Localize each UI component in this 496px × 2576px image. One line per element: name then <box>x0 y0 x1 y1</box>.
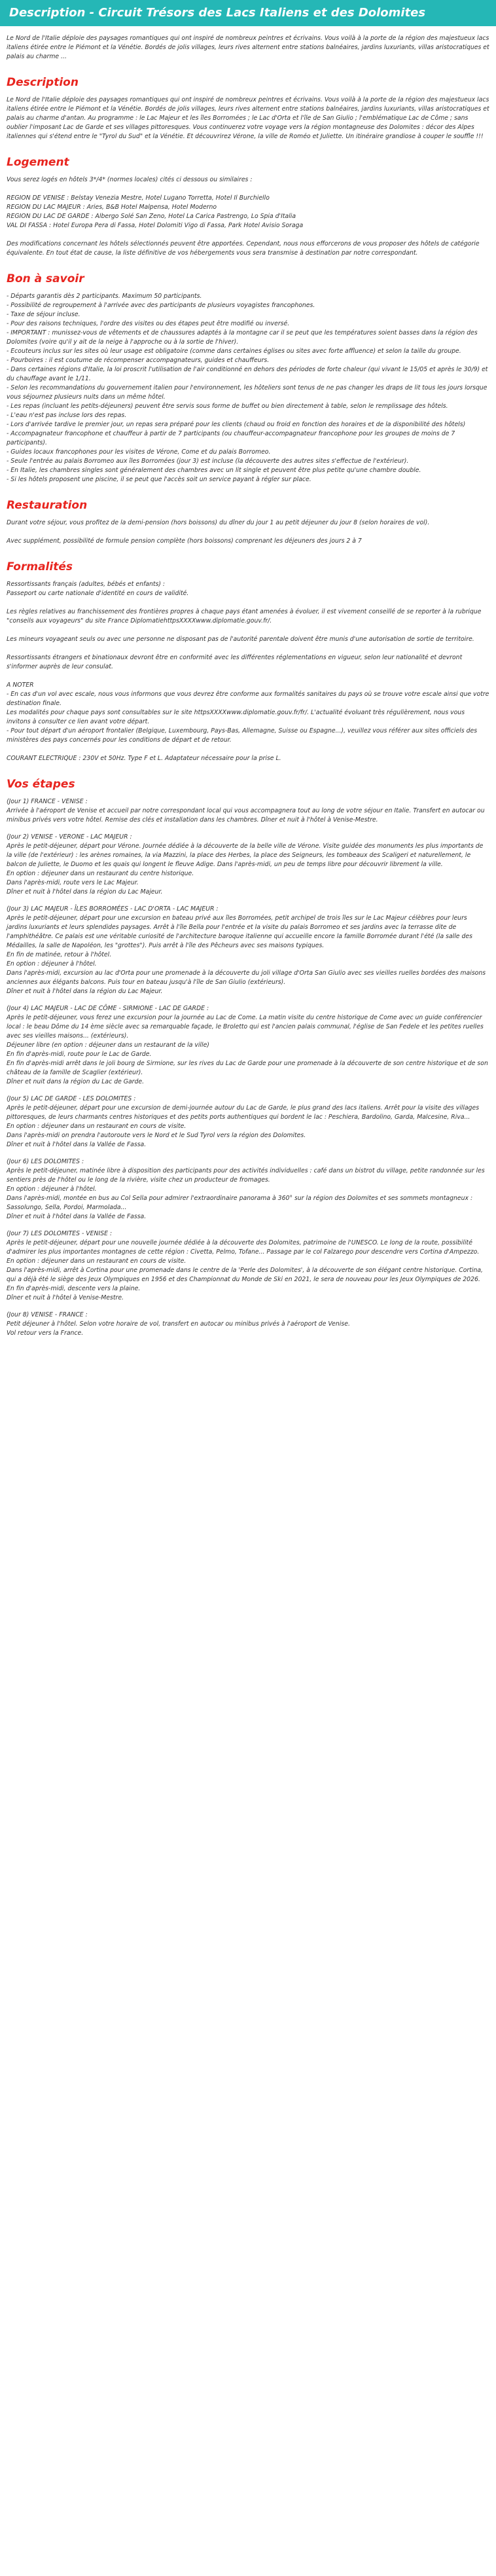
content-area <box>0 26 496 1338</box>
day-heading: (Jour 8) VENISE - FRANCE : <box>7 1311 88 1318</box>
day-block <box>7 1095 489 1150</box>
section-title-logement: Logement <box>7 156 69 169</box>
logement-line: REGION DU LAC MAJEUR : Aries, B&B Hotel Malpensa, Hotel Moderno <box>7 204 217 211</box>
description-text: Le Nord de l'Italie déploie des paysages romantiques qui ont inspiré de nombreux peintres et écrivains. Vous voilà à la porte de la région des majestueux lacs italiens étirée entre le Piémont et la Vénétie. Bordés de jolis villages, leurs rives alternent entre stations balnéaires, jardins luxuriants, villas aristocratiques et palais au charme d'antan. Au programme : le Lac Majeur et les îles Borromées ; le Lac d'Orta et l'île de San Giulio ; l'emblématique Lac de Côme ; sans oublier l'imposant Lac de Garde et ses villages pittoresques. Vous continuerez votre voyage vers la région montagneuse des Dolomites : décor des Alpes italiennes qui s'étend entre le "Tyrol du Sud" et la Vénétie. Et découvrirez Vérone, la ville de Roméo et Juliette. Un itinéraire grandiose à couper le souffle !!! <box>7 96 489 140</box>
bon-a-savoir-line: - IMPORTANT : munissez-vous de vêtements et de chaussures adaptés à la montagne car il se peut que les températures soient basses dans la région des Dolomites (voire qu'il y ait de la neige à l'approche ou à la sortie de l'hiver). <box>7 329 478 346</box>
day-line: En fin d'après-midi, route pour le Lac de Garde. <box>7 1051 152 1058</box>
bon-a-savoir-line: - Taxe de séjour incluse. <box>7 311 80 318</box>
bon-a-savoir-line: - Ecouteurs inclus sur les sites où leur usage est obligatoire (comme dans certaines églises ou sites avec forte affluence) et selon la taille du groupe. <box>7 348 461 355</box>
intro-text: Le Nord de l'Italie déploie des paysages romantiques qui ont inspiré de nombreux peintres et écrivains. Vous voilà à la porte de la région des majestueux lacs italiens étirée entre le Piémont et la Vénétie. Bordés de jolis villages, leurs rives alternent entre stations balnéaires, jardins luxuriants, villas aristocratiques et palais au charme ... <box>7 35 489 60</box>
day-line: En fin d'après-midi arrêt dans le joli bourg de Sirmione, sur les rives du Lac de Garde pour une promenade à la découverte de son centre historique et de son château de la famille de Scaglier (extérieur). <box>7 1060 488 1076</box>
day-heading: (Jour 3) LAC MAJEUR - ÎLES BORROMÉES - LAC D'ORTA - LAC MAJEUR : <box>7 905 219 913</box>
day-line: En option : déjeuner à l'hôtel. <box>7 960 97 968</box>
spacer <box>7 230 489 240</box>
formalites-line: Les règles relatives au franchissement des frontières propres à chaque pays étant amenées à évoluer, il est vivement conseillé de se reporter à la rubrique "conseils aux voyageurs" du site France DiplomatiehttpsXXXXwww.diplomatie.gouv.fr/. <box>7 608 482 625</box>
formalites-block <box>7 580 489 763</box>
day-block <box>7 1004 489 1087</box>
logement-line: Vous serez logés en hôtels 3*/4* (normes locales) cités ci dessous ou similaires : <box>7 176 253 183</box>
bon-a-savoir-line: - Selon les recommandations du gouvernement italien pour l'environnement, les hôteliers sont tenus de ne pas changer les draps de lit tous les jours lorsque vous séjournez plusieurs nuits dans un même hôtel. <box>7 384 487 401</box>
formalites-line: Ressortissants étrangers et binationaux devront être en conformité avec les différentes réglementations en vigueur, selon leur nationalité et devront s'informer auprès de leur consulat. <box>7 654 463 670</box>
day-heading: (Jour 2) VENISE - VERONE - LAC MAJEUR : <box>7 833 132 841</box>
formalites-line: Les modalités pour chaque pays sont consultables sur le site httpsXXXXwww.diplomatie.gouv.fr/fr/. L'actualité évoluant très régulièrement, nous vous invitons à consulter ce lien avant votre départ. <box>7 709 465 725</box>
restauration-block <box>7 518 489 546</box>
bon-a-savoir-line: - Lors d'arrivée tardive le premier jour, un repas sera préparé pour les clients (chaud ou froid en fonction des horaires et de la disponibilité des hôtels) <box>7 421 466 428</box>
spacer <box>7 626 489 635</box>
spacer <box>7 672 489 681</box>
section-title-etapes: Vos étapes <box>7 778 75 791</box>
section-title-restauration: Restauration <box>7 499 88 512</box>
bon-a-savoir-line: - Si les hôtels proposent une piscine, il se peut que l'accès soit un service payant à régler sur place. <box>7 476 311 483</box>
page-header <box>0 0 496 26</box>
bon-a-savoir-line: - L'eau n'est pas incluse lors des repas. <box>7 412 127 419</box>
day-line: Après le petit-déjeuner, départ pour Vérone. Journée dédiée à la découverte de la belle ville de Vérone. Visite guidée des monuments les plus importants de la ville (de l'extérieur) : les arènes romaines, la via Mazzini, la place des Herbes, la place des Seigneurs, les tombeaux des Scaligeri et naturellement, le balcon de Juliette, le Duomo et les quais qui longent le fleuve Adige. Dans l'après-midi, un peu de temps libre pour découvrir librement la ville. <box>7 843 484 868</box>
day-line: Déjeuner libre (en option : déjeuner dans un restaurant de la ville) <box>7 1042 209 1049</box>
day-line: Dans l'après-midi, montée en bus au Col Sella pour admirer l'extraordinaire panorama à 360° sur la région des Dolomites et ses sommets montagneux : Sassolungo, Sella, Pordoi, Marmolada... <box>7 1195 473 1211</box>
day-line: En option : déjeuner dans un restaurant en cours de visite. <box>7 1123 186 1130</box>
day-block <box>7 1311 489 1338</box>
day-heading: (Jour 5) LAC DE GARDE - LES DOLOMITES : <box>7 1095 136 1102</box>
day-block <box>7 833 489 897</box>
day-block <box>7 797 489 825</box>
day-line: En option : déjeuner dans un restaurant en cours de visite. <box>7 1258 186 1265</box>
day-line: Après le petit-déjeuner, départ pour une excursion de demi-journée autour du Lac de Garde, le plus grand des lacs italiens. Arrêt pour la visite des villages pittoresques, de leurs charmants centres historiques et des petits ports authentiques qui bordent le lac : Peschiera, Bardolino, Garda, Malcesine, Riva... <box>7 1104 480 1121</box>
bon-a-savoir-line: - Pour des raisons techniques, l'ordre des visites ou des étapes peut être modifié ou inversé. <box>7 320 290 327</box>
day-line: Dîner et nuit à l'hôtel dans la région du Lac Majeur. <box>7 888 163 896</box>
formalites-line: COURANT ELECTRIQUE : 230V et 50Hz. Type F et L. Adaptateur nécessaire pour la prise L. <box>7 755 281 762</box>
spacer <box>7 185 489 194</box>
day-line: Dîner et nuit à l'hôtel à Venise-Mestre. <box>7 1294 124 1301</box>
day-heading: (Jour 6) LES DOLOMITES : <box>7 1158 84 1165</box>
day-line: En option : déjeuner à l'hôtel. <box>7 1186 97 1193</box>
day-line: En fin d'après-midi, descente vers la plaine. <box>7 1285 141 1292</box>
day-block <box>7 1229 489 1303</box>
day-line: Arrivée à l'aéroport de Venise et accueil par notre correspondant local qui vous accompagnera tout au long de votre séjour en Italie. Transfert en autocar ou minibus privés vers votre hôtel. Remise des clés et installation dans les chambres. Dîner et nuit à l'hôtel à Venise-Mestre. <box>7 807 485 824</box>
day-line: Après le petit-déjeuner, matinée libre à disposition des participants pour des activités individuelles : café dans un bistrot du village, petite randonnée sur les sentiers près de l'hôtel ou le long de la rivière, visite chez un producteur de fromages. <box>7 1167 485 1184</box>
logement-line: VAL DI FASSA : Hotel Europa Pera di Fassa, Hotel Dolomiti Vigo di Fassa, Park Hotel Avisio Soraga <box>7 222 304 229</box>
formalites-line: - Pour tout départ d'un aéroport frontalier (Belgique, Luxembourg, Pays-Bas, Allemagne, Suisse ou Espagne...), veuillez vous référer aux sites officiels des ministères des pays concernés pour les conditions de départ et de retour. <box>7 727 478 744</box>
bon-a-savoir-line: - Possibilité de regroupement à l'arrivée avec des participants de plusieurs voyagistes francophones. <box>7 302 315 309</box>
day-line: En option : déjeuner dans un restaurant du centre historique. <box>7 870 194 877</box>
spacer <box>7 644 489 653</box>
restauration-line: Avec supplément, possibilité de formule pension complète (hors boissons) comprenant les déjeuners des jours 2 à 7 <box>7 537 362 545</box>
day-heading: (Jour 1) FRANCE - VENISE : <box>7 798 88 805</box>
bon-a-savoir-line: - Seule l'entrée au palais Borromeo aux îles Borromées (jour 3) est incluse (la découverte des autres sites s'effectue de l'extérieur). <box>7 458 409 465</box>
day-line: Dîner et nuit dans la région du Lac de Garde. <box>7 1078 145 1085</box>
day-line: Après le petit-déjeuner, départ pour une excursion en bateau privé aux îles Borromées, petit archipel de trois îles sur le Lac Majeur célèbres pour leurs jardins luxuriants et leurs splendides paysages. Arrêt à l'île Bella pour l'entrée et la visite du palais Borromeo et ses jardins avec la terrasse dite de l'amphithéâtre. Ce palais est une véritable curiosité de l'architecture baroque italienne qui accueille encore la famille Borromée durant l'été (la salle des Médailles, la salle de Napoléon, les "grottes"). Puis arrêt à l'île des Pêcheurs avec ses maisons typiques. <box>7 915 472 949</box>
day-line: Vol retour vers la France. <box>7 1330 84 1337</box>
formalites-line: A NOTER <box>7 681 34 689</box>
bon-a-savoir-line: - En Italie, les chambres singles sont généralement des chambres avec un lit single et peuvent être plus petite qu'une chambre double. <box>7 467 421 474</box>
bon-a-savoir-line: - Les repas (incluant les petits-déjeuners) peuvent être servis sous forme de buffet ou bien directement à table, selon le remplissage des hôtels. <box>7 403 448 410</box>
day-line: Dans l'après-midi on prendra l'autoroute vers le Nord et le Sud Tyrol vers la région des Dolomites. <box>7 1132 306 1139</box>
logement-line: Des modifications concernant les hôtels sélectionnés peuvent être apportées. Cependant, nous nous efforcerons de vous proposer des hôtels de catégorie équivalente. En tout état de cause, la liste définitive de vos hébergements vous sera transmise à destination par notre correspondant. <box>7 240 480 257</box>
day-line: Dîner et nuit à l'hôtel dans la Vallée de Fassa. <box>7 1213 147 1220</box>
formalites-line: - En cas d'un vol avec escale, nous vous informons que vous devrez être conforme aux formalités sanitaires du pays où se trouve votre escale ainsi que votre destination finale. <box>7 691 489 707</box>
day-block <box>7 1157 489 1222</box>
day-line: Dans l'après-midi, route vers le Lac Majeur. <box>7 879 139 886</box>
day-line: Dans l'après-midi, excursion au lac d'Orta pour une promenade à la découverte du joli village d'Orta San Giulio avec ses vieilles ruelles bordées des maisons anciennes aux élégants balcons. Puis tour en bateau jusqu'à l'île de San Giulio (extérieurs). <box>7 970 486 986</box>
section-title-description: Description <box>7 76 79 89</box>
formalites-line: Les mineurs voyageant seuls ou avec une personne ne disposant pas de l'autorité parentale doivent être munis d'une autorisation de sortie de territoire. <box>7 636 474 643</box>
spacer <box>7 528 489 537</box>
day-line: Dans l'après-midi, arrêt à Cortina pour une promenade dans le centre de la 'Perle des Dolomites', à la découverte de son élégant centre historique. Cortina, qui a déjà été le siège des Jeux Olympiques en 1956 et des Championnat du Monde de Ski en 2021, le sera de nouveau pour les Jeux Olympiques de 2026. <box>7 1267 484 1283</box>
bon-a-savoir-line: - Guides locaux francophones pour les visites de Vérone, Come et du palais Borromeo. <box>7 448 271 456</box>
restauration-line: Durant votre séjour, vous profitez de la demi-pension (hors boissons) du dîner du jour 1 au petit déjeuner du jour 8 (selon horaires de vol). <box>7 519 430 526</box>
formalites-line: Passeport ou carte nationale d'identité en cours de validité. <box>7 590 189 597</box>
day-line: Après le petit-déjeuner, départ pour une nouvelle journée dédiée à la découverte des Dolomites, patrimoine de l'UNESCO. Le long de la route, possibilité d'admirer les plus importantes montagnes de cette région : Civetta, Pelmo, Tofane... Passage par le col Falzarego pour descendre vers Cortina d'Ampezzo. <box>7 1239 480 1256</box>
day-line: Dîner et nuit à l'hôtel dans la Vallée de Fassa. <box>7 1141 147 1148</box>
day-line: Dîner et nuit à l'hôtel dans la région du Lac Majeur. <box>7 988 163 995</box>
logement-line: REGION DU LAC DE GARDE : Albergo Solé San Zeno, Hotel La Carica Pastrengo, Lo Spia d'Italia <box>7 213 296 220</box>
spacer <box>7 598 489 608</box>
etapes-block <box>7 797 489 1338</box>
formalites-line: Ressortissants français (adultes, bébés et enfants) : <box>7 581 166 588</box>
bon-a-savoir-line: - Pourboires : il est coutume de récompenser accompagnateurs, guides et chauffeurs. <box>7 357 270 364</box>
day-heading: (Jour 7) LES DOLOMITES - VENISE : <box>7 1230 113 1237</box>
section-title-bon-a-savoir: Bon à savoir <box>7 272 84 285</box>
logement-block <box>7 175 489 258</box>
day-line: Petit déjeuner à l'hôtel. Selon votre horaire de vol, transfert en autocar ou minibus privés à l'aéroport de Venise. <box>7 1320 350 1328</box>
day-block <box>7 905 489 996</box>
page-title: Description - Circuit Trésors des Lacs Italiens et des Dolomites <box>9 6 426 20</box>
bon-a-savoir-line: - Départs garantis dès 2 participants. Maximum 50 participants. <box>7 293 202 300</box>
spacer <box>7 745 489 754</box>
day-line: Après le petit-déjeuner, vous ferez une excursion pour la journée au Lac de Come. La matin visite du centre historique de Come avec un guide conférencier local : le beau Dôme du 14 ème siècle avec sa remarquable façade, le Broletto qui est l'ancien palais communal, l'église de San Fedele et les petites ruelles avec ses vieilles maisons... (extérieurs). <box>7 1014 484 1040</box>
bon-a-savoir-block <box>7 292 489 484</box>
day-heading: (Jour 4) LAC MAJEUR - LAC DE CÔME - SIRMIONE - LAC DE GARDE : <box>7 1005 209 1012</box>
bon-a-savoir-line: - Accompagnateur francophone et chauffeur à partir de 7 participants (ou chauffeur-accompagnateur francophone pour les groupes de moins de 7 participants). <box>7 430 455 446</box>
section-title-formalites: Formalités <box>7 560 73 573</box>
bon-a-savoir-line: - Dans certaines régions d'Italie, la loi proscrit l'utilisation de l'air conditionné en dehors des périodes de forte chaleur (qui vivant le 15/05 et après le 30/9) et du chauffage avant le 1/11. <box>7 366 488 382</box>
logement-line: REGION DE VENISE : Belstay Venezia Mestre, Hotel Lugano Torretta, Hotel Il Burchiello <box>7 194 270 202</box>
day-line: En fin de matinée, retour à l'hôtel. <box>7 951 112 958</box>
